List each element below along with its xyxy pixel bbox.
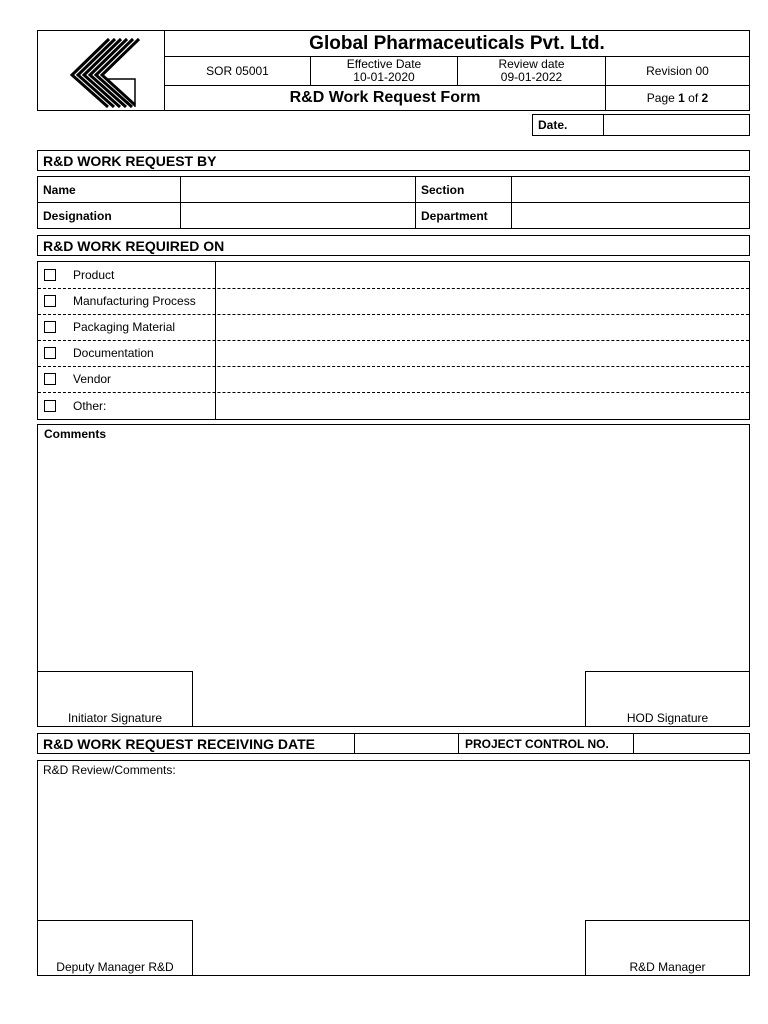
rd-review-label: R&D Review/Comments: — [43, 763, 176, 777]
option-label: Product — [73, 268, 115, 282]
logo-cell — [38, 31, 165, 110]
company-logo-icon — [38, 31, 165, 110]
rd-manager-signature-box[interactable] — [585, 920, 749, 975]
section-label: Section — [421, 183, 465, 197]
name-field[interactable] — [182, 177, 415, 203]
required-on-title: R&D WORK REQUIRED ON — [37, 235, 750, 256]
product-detail-field[interactable] — [217, 262, 749, 288]
review-date-label: Review date — [498, 57, 565, 71]
option-manufacturing-process[interactable] — [44, 288, 214, 314]
rd-manager-label: R&D Manager — [629, 960, 706, 974]
designation-label: Designation — [43, 208, 112, 223]
name-label: Name — [43, 183, 76, 197]
comments-box[interactable] — [37, 424, 750, 727]
option-label: Vendor — [73, 372, 112, 386]
effective-date-label: Effective Date — [346, 57, 422, 71]
deputy-manager-signature-box[interactable] — [38, 920, 193, 975]
initiator-signature-box[interactable] — [38, 671, 193, 726]
project-control-field[interactable] — [634, 733, 750, 754]
option-product[interactable] — [44, 262, 214, 288]
doc-number: SOR 05001 — [165, 57, 311, 86]
documentation-checkbox[interactable] — [44, 347, 56, 359]
review-date-value: 09-01-2022 — [500, 70, 563, 84]
rd-review-box[interactable] — [37, 760, 750, 976]
option-packaging-material[interactable] — [44, 314, 214, 340]
other-checkbox[interactable] — [44, 400, 56, 412]
form-title: R&D Work Request Form — [165, 86, 606, 110]
option-label: Manufacturing Process — [73, 294, 196, 308]
option-documentation[interactable] — [44, 340, 214, 366]
hod-signature-box[interactable] — [585, 671, 749, 726]
option-other[interactable] — [44, 392, 214, 419]
vendor-checkbox[interactable] — [44, 373, 56, 385]
hod-signature-label: HOD Signature — [626, 711, 709, 725]
page-number: Page 1 of 2 — [646, 91, 709, 105]
required-on-table — [37, 261, 750, 420]
product-checkbox[interactable] — [44, 269, 56, 281]
comments-label: Comments — [44, 427, 107, 441]
effective-date-cell — [311, 57, 458, 86]
packaging-material-detail-field[interactable] — [217, 314, 749, 340]
department-field[interactable] — [513, 203, 749, 228]
option-label: Other: — [73, 398, 107, 413]
date-label: Date. — [532, 114, 604, 136]
request-by-table — [37, 176, 750, 229]
manufacturing-process-detail-field[interactable] — [217, 288, 749, 314]
request-by-title: R&D WORK REQUEST BY — [37, 150, 750, 171]
review-date-cell — [458, 57, 606, 86]
date-field[interactable] — [603, 114, 750, 136]
receiving-date-title: R&D WORK REQUEST RECEIVING DATE — [37, 733, 355, 754]
deputy-manager-label: Deputy Manager R&D — [56, 960, 174, 974]
effective-date-value: 10-01-2020 — [353, 70, 415, 84]
header-block — [37, 30, 750, 111]
project-control-label: PROJECT CONTROL NO. — [458, 733, 634, 754]
manufacturing-process-checkbox[interactable] — [44, 295, 56, 307]
vendor-detail-field[interactable] — [217, 366, 749, 392]
packaging-material-checkbox[interactable] — [44, 321, 56, 333]
option-vendor[interactable] — [44, 366, 214, 392]
other-detail-field[interactable] — [217, 392, 749, 419]
initiator-signature-label: Initiator Signature — [67, 711, 163, 725]
company-name: Global Pharmaceuticals Pvt. Ltd. — [165, 31, 749, 57]
section-field[interactable] — [513, 177, 749, 203]
option-label: Documentation — [73, 346, 154, 360]
designation-field[interactable] — [182, 203, 415, 228]
revision: Revision 00 — [606, 57, 749, 86]
option-label: Packaging Material — [73, 320, 176, 334]
receiving-date-field[interactable] — [355, 733, 458, 754]
department-label: Department — [421, 208, 488, 223]
documentation-detail-field[interactable] — [217, 340, 749, 366]
